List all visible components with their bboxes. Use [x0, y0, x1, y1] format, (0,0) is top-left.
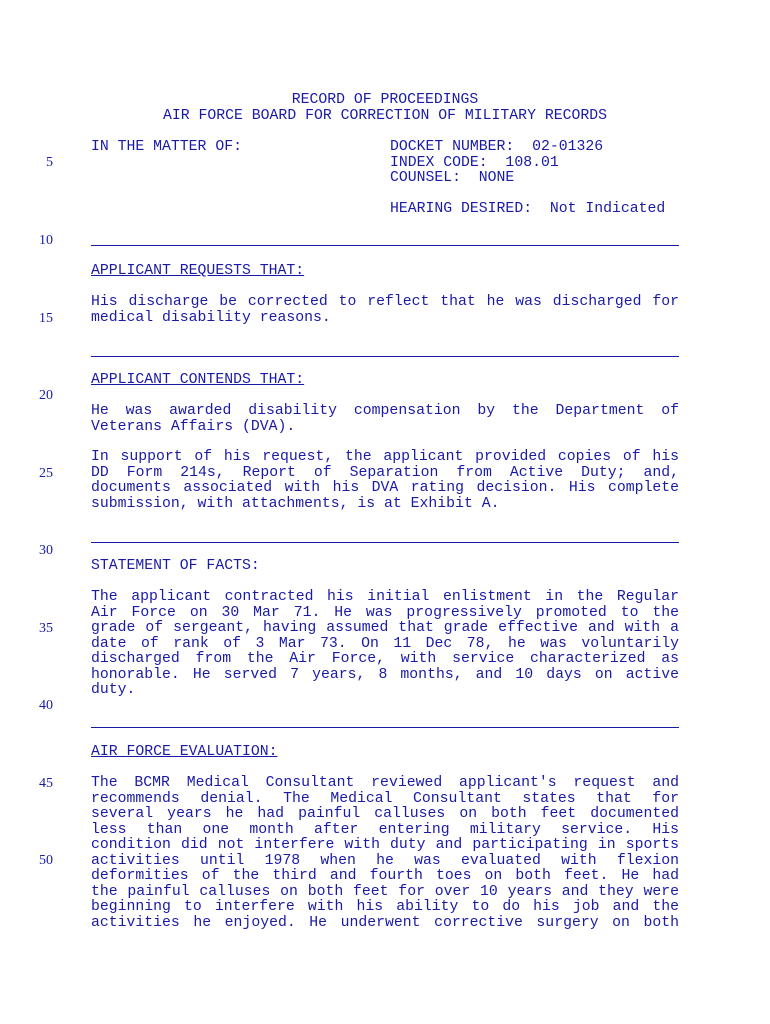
- section-divider: [91, 356, 679, 357]
- section-heading-contends: APPLICANT CONTENDS THAT:: [91, 372, 305, 388]
- text-line: date of rank of 3 Mar 73. On 11 Dec 78, he was voluntarily: [91, 635, 679, 652]
- line-number: 10: [39, 233, 53, 248]
- index-code: INDEX CODE: 108.01: [390, 154, 559, 171]
- facts-paragraph: [91, 590, 679, 699]
- text-line: The applicant contracted his initial enlistment in the Regular: [91, 589, 679, 605]
- section-heading-facts: STATEMENT OF FACTS:: [91, 558, 260, 574]
- text-line: In support of his request, the applicant provided copies of his: [91, 449, 679, 465]
- text-line: Veterans Affairs (DVA).: [91, 418, 296, 435]
- line-number: 45: [39, 776, 53, 791]
- line-number: 25: [39, 466, 53, 481]
- line-number: 40: [39, 698, 53, 713]
- hearing-desired: HEARING DESIRED: Not Indicated: [390, 201, 666, 217]
- text-line: condition did not interfere with duty and participating in sports: [91, 837, 679, 853]
- text-line: He was awarded disability compensation by the Department of: [91, 403, 679, 419]
- board-name: AIR FORCE BOARD FOR CORRECTION OF MILITARY RECORDS: [163, 107, 607, 124]
- text-line: submission, with attachments, is at Exhibit A.: [91, 495, 500, 512]
- text-line: The BCMR Medical Consultant reviewed applicant's request and: [91, 775, 679, 791]
- line-number: 30: [39, 543, 53, 558]
- text-line: the painful calluses on both feet for over 10 years and they were: [91, 883, 679, 900]
- text-line: honorable. He served 7 years, 8 months, and 10 days on active: [91, 666, 679, 683]
- text-line: activities he enjoyed. He underwent corrective surgery on both: [91, 914, 679, 931]
- text-line: documents associated with his DVA rating decision. His complete: [91, 480, 679, 496]
- text-line: His discharge be corrected to reflect that he was discharged for: [91, 294, 679, 310]
- line-number: 5: [46, 155, 53, 170]
- text-line: grade of sergeant, having assumed that grade effective and with a: [91, 620, 679, 636]
- section-heading-evaluation: AIR FORCE EVALUATION:: [91, 744, 278, 760]
- evaluation-paragraph: [91, 776, 679, 931]
- text-line: DD Form 214s, Report of Separation from Active Duty; and,: [91, 464, 679, 481]
- text-line: medical disability reasons.: [91, 309, 331, 326]
- section-divider: [91, 727, 679, 728]
- text-line: Air Force on 30 Mar 71. He was progressively promoted to the: [91, 604, 679, 621]
- text-line: beginning to interfere with his ability to do his job and the: [91, 899, 679, 915]
- docket-number: DOCKET NUMBER: 02-01326: [390, 139, 604, 155]
- text-line: duty.: [91, 682, 136, 698]
- counsel: COUNSEL: NONE: [390, 170, 515, 186]
- text-line: deformities of the third and fourth toes on both feet. He had: [91, 868, 679, 884]
- text-line: less than one month after entering military service. His: [91, 821, 679, 838]
- document-title: RECORD OF PROCEEDINGS: [291, 92, 479, 108]
- section-divider: [91, 542, 679, 543]
- line-number: 50: [39, 853, 53, 868]
- line-number: 35: [39, 621, 53, 636]
- text-line: activities until 1978 when he was evaluated with flexion: [91, 852, 679, 869]
- section-divider: [91, 245, 679, 246]
- matter-label: IN THE MATTER OF:: [91, 139, 242, 155]
- contends-paragraph-1: [91, 404, 679, 435]
- section-heading-requests: APPLICANT REQUESTS THAT:: [91, 263, 305, 279]
- contends-paragraph-2: [91, 450, 679, 512]
- text-line: several years he had painful calluses on both feet documented: [91, 806, 679, 822]
- line-number: 15: [39, 311, 53, 326]
- line-number: 20: [39, 388, 53, 403]
- requests-paragraph: [91, 295, 679, 326]
- text-line: discharged from the Air Force, with service characterized as: [91, 651, 679, 667]
- text-line: recommends denial. The Medical Consultant states that for: [91, 790, 679, 807]
